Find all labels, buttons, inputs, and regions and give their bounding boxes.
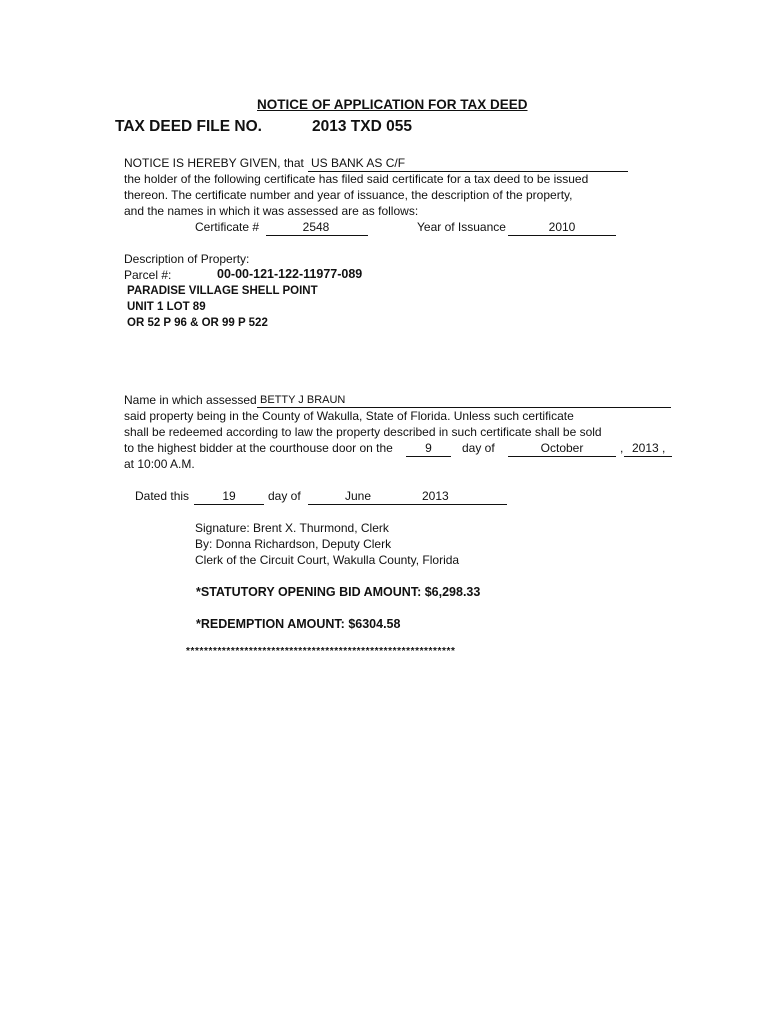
dated-day: 19 — [222, 489, 236, 503]
separator-stars: ************************************************************ — [186, 646, 456, 657]
dated-day-underline — [194, 504, 264, 505]
dated-month: June — [345, 489, 372, 503]
redemption-amount: *REDEMPTION AMOUNT: $6304.58 — [196, 617, 401, 631]
assessment-line-4: to the highest bidder at the courthouse door on the — [124, 441, 393, 455]
sale-month-underline — [508, 456, 616, 457]
legal-description-line: UNIT 1 LOT 89 — [127, 301, 206, 313]
certificate-number: 2548 — [302, 220, 330, 234]
file-label: TAX DEED FILE NO. — [115, 118, 262, 135]
sale-day-of-label: day of — [462, 441, 495, 455]
assessed-name: BETTY J BRAUN — [260, 394, 346, 406]
clerk-court-line: Clerk of the Circuit Court, Wakulla County, Florida — [195, 553, 460, 567]
sale-day: 9 — [425, 441, 432, 455]
notice-line-2: the holder of the following certificate has filed said certificate for a tax deed to be issued — [124, 172, 589, 186]
sale-year: 2013 — [632, 441, 659, 455]
certificate-label: Certificate # — [195, 220, 260, 234]
dated-year: 2013 — [422, 489, 449, 503]
parcel-number: 00-00-121-122-11977-089 — [217, 267, 363, 281]
assessed-name-underline — [257, 407, 671, 408]
dated-label: Dated this — [135, 489, 190, 503]
assessment-line-3: shall be redeemed according to law the property described in such certificate shall be sold — [124, 425, 602, 439]
assessed-name-label: Name in which assessed — [124, 393, 257, 407]
sale-day-underline — [406, 456, 451, 457]
dated-month-year-underline — [308, 504, 507, 505]
notice-title: NOTICE OF APPLICATION FOR TAX DEED — [257, 97, 528, 112]
parcel-label: Parcel #: — [124, 268, 172, 282]
notice-line-3: thereon. The certificate number and year of issuance, the description of the property, — [124, 188, 573, 202]
notice-given-text: NOTICE IS HEREBY GIVEN, that — [124, 156, 304, 170]
sale-time: at 10:00 A.M. — [124, 457, 195, 471]
signature-line: Signature: Brent X. Thurmond, Clerk — [195, 521, 389, 535]
sale-year-comma: , — [662, 441, 666, 455]
year-value: 2010 — [548, 220, 576, 234]
sale-comma: , — [620, 441, 624, 455]
assessment-line-2: said property being in the County of Wakulla, State of Florida. Unless such certificate — [124, 409, 574, 423]
dated-day-of-label: day of — [268, 489, 301, 503]
holder-name: US BANK AS C/F — [311, 156, 406, 170]
notice-line-4: and the names in which it was assessed are as follows: — [124, 204, 419, 218]
deputy-clerk-line: By: Donna Richardson, Deputy Clerk — [195, 537, 392, 551]
opening-bid-amount: *STATUTORY OPENING BID AMOUNT: $6,298.33 — [196, 585, 481, 599]
sale-year-underline — [624, 456, 672, 457]
sale-month: October — [540, 441, 584, 455]
description-label: Description of Property: — [124, 252, 250, 266]
year-label: Year of Issuance — [417, 220, 506, 234]
certificate-underline — [266, 235, 368, 236]
year-underline — [508, 235, 616, 236]
file-number: 2013 TXD 055 — [312, 118, 412, 135]
legal-description-line: OR 52 P 96 & OR 99 P 522 — [127, 317, 268, 329]
legal-description-line: PARADISE VILLAGE SHELL POINT — [127, 285, 318, 297]
